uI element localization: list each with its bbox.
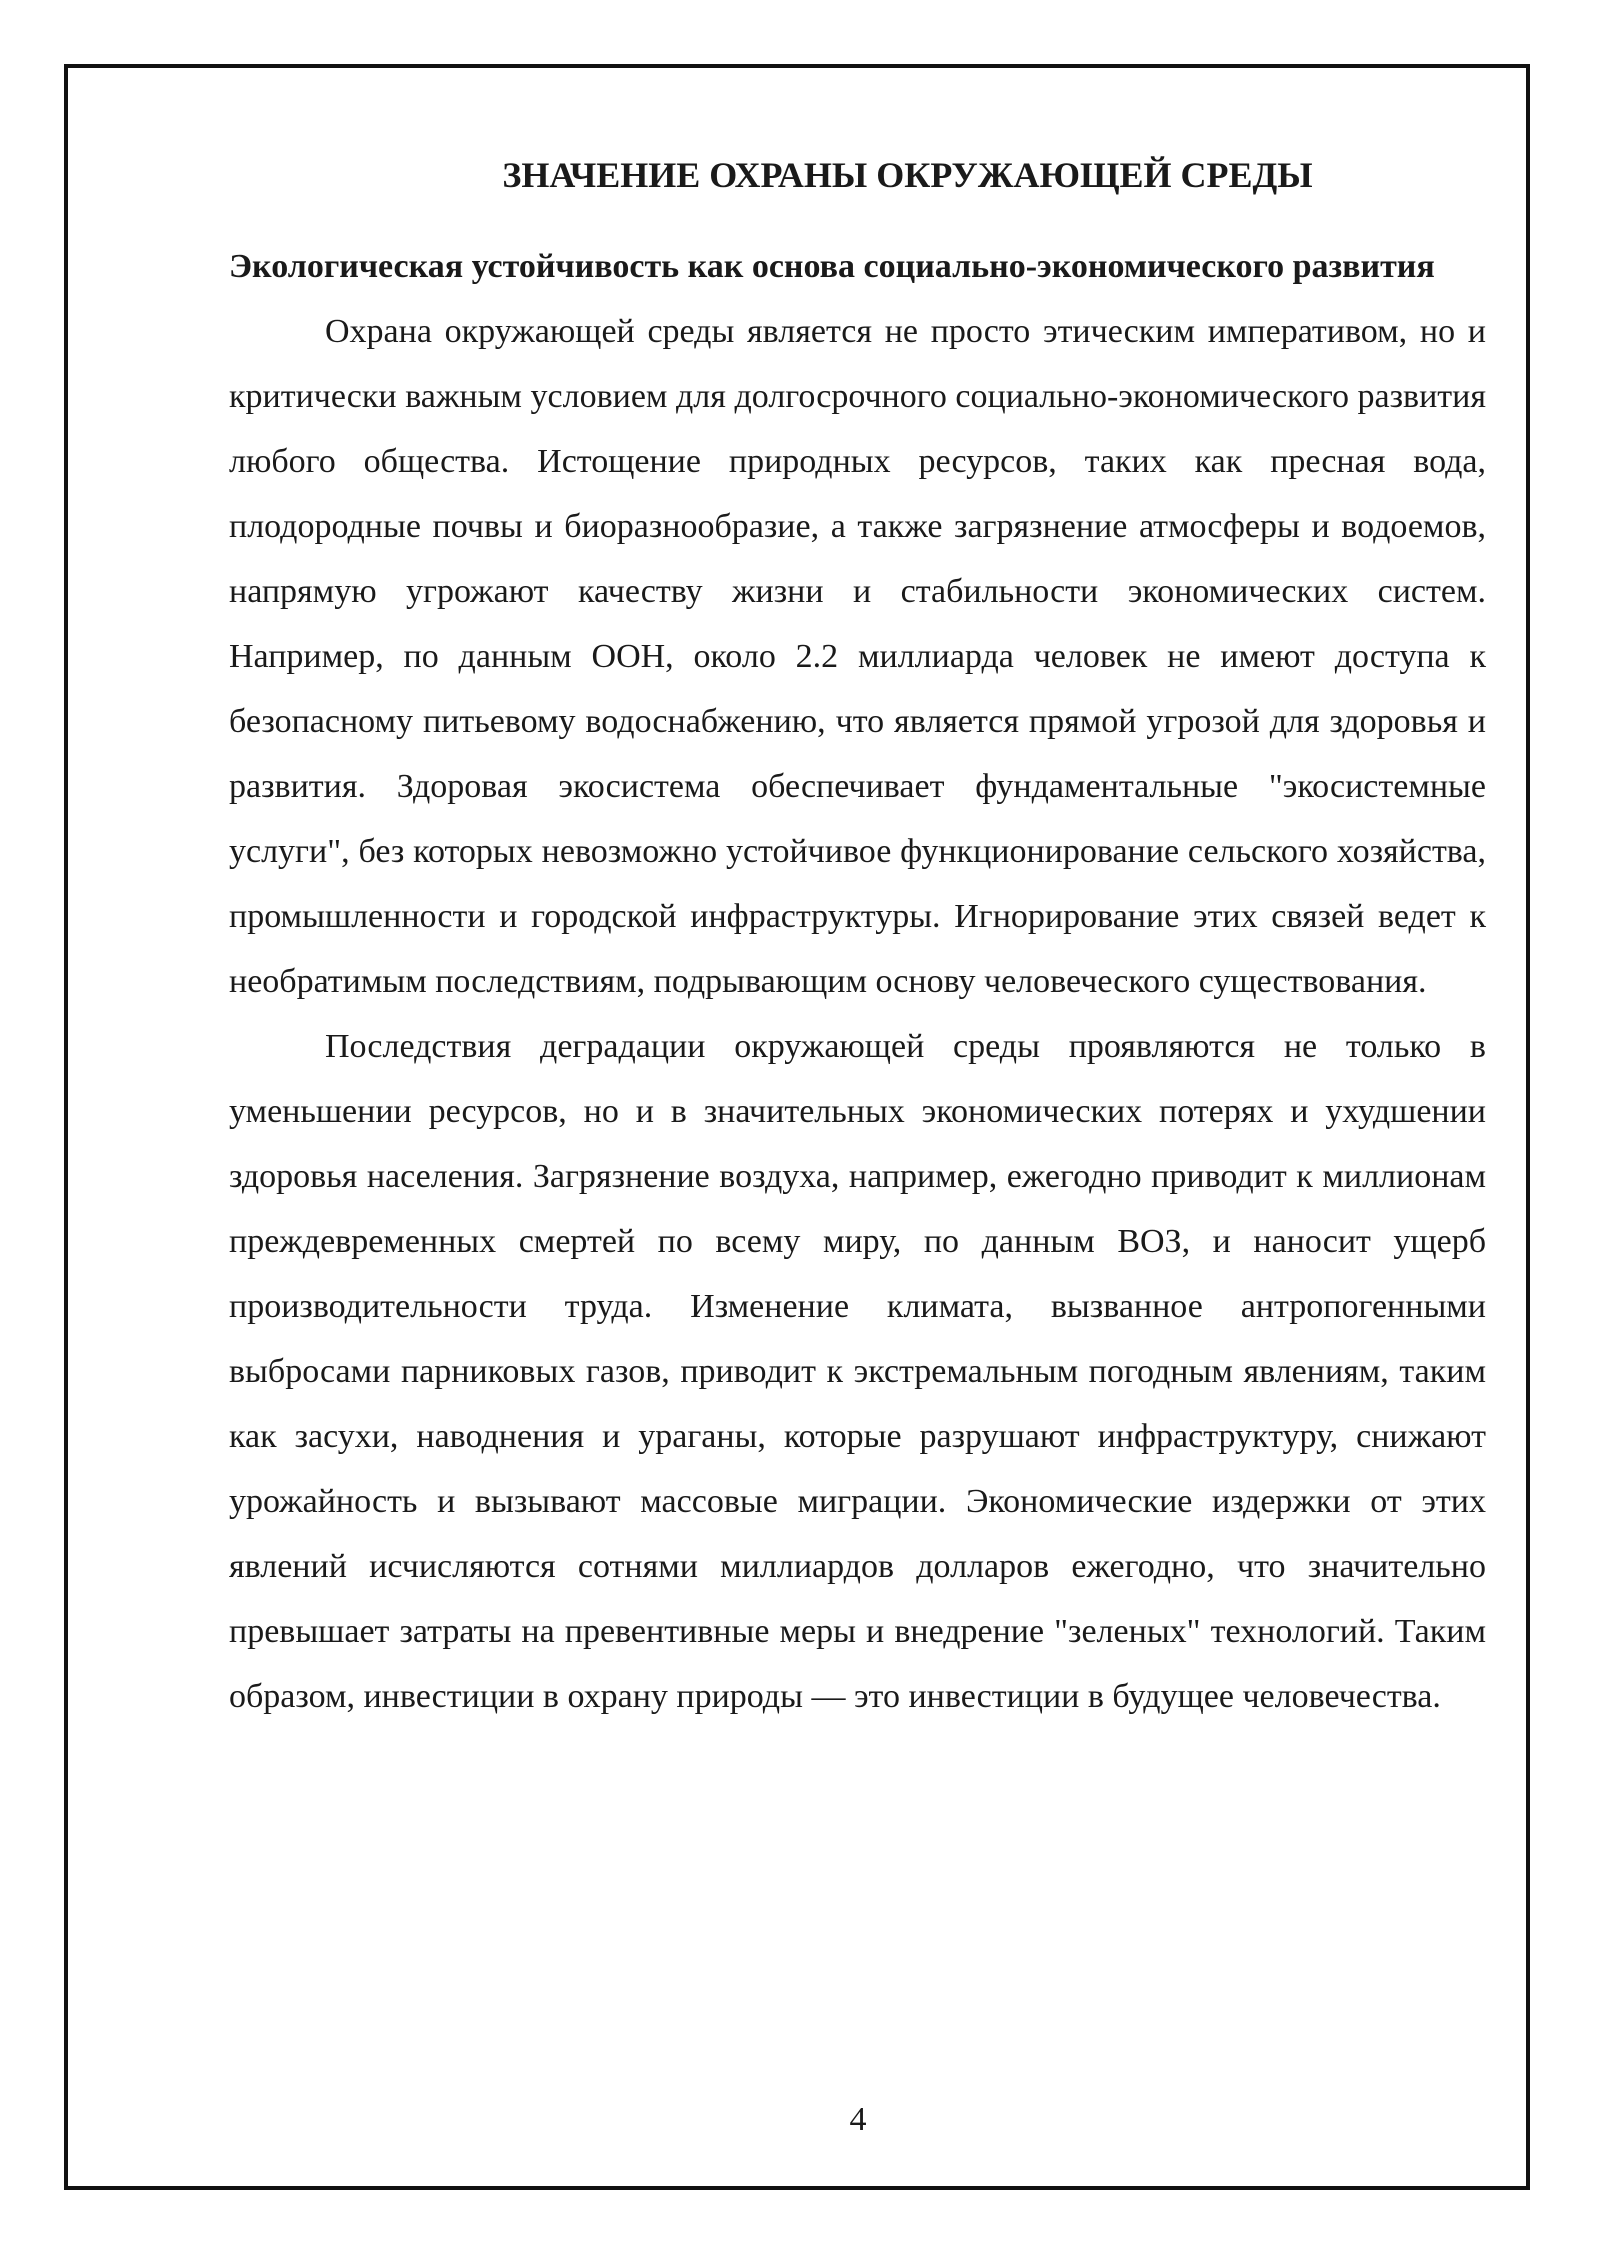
page-number: 4 xyxy=(849,2101,867,2138)
section-heading: Экологическая устойчивость как основа социально-экономического развития xyxy=(229,248,1435,285)
paragraph-1: Охрана окружающей среды является не просто этическим императивом, но и критически важным условием для долгосрочного социально-экономического развития любого общества. Истощение природных ресурсов, таких как пресная вода, плодородные почвы и биоразнообразие, а также загрязнение атмосферы и водоемов, напрямую угрожают качеству жизни и стабильности экономических систем. Например, по данным ООН, около 2.2 миллиарда человек не имеют доступа к безопасному питьевому водоснабжению, что является прямой угрозой для здоровья и развития. Здоровая экосистема обеспечивает фундаментальные "экосистемные услуги", без которых невозможно устойчивое функционирование сельского хозяйства, промышленности и городской инфраструктуры. Игнорирование этих связей ведет к необратимым последствиям, подрывающим основу человеческого существования. xyxy=(229,313,1486,1000)
document-body xyxy=(229,150,1486,1729)
paragraph-2: Последствия деградации окружающей среды проявляются не только в уменьшении ресурсов, но и в значительных экономических потерях и ухудшении здоровья населения. Загрязнение воздуха, например, ежегодно приводит к миллионам преждевременных смертей по всему миру, по данным ВОЗ, и наносит ущерб производительности труда. Изменение климата, вызванное антропогенными выбросами парниковых газов, приводит к экстремальным погодным явлениям, таким как засухи, наводнения и ураганы, которые разрушают инфраструктуру, снижают урожайность и вызывают массовые миграции. Экономические издержки от этих явлений исчисляются сотнями миллиардов долларов ежегодно, что значительно превышает затраты на превентивные меры и внедрение "зеленых" технологий. Таким образом, инвестиции в охрану природы — это инвестиции в будущее человечества. xyxy=(229,1028,1486,1715)
document-title: ЗНАЧЕНИЕ ОХРАНЫ ОКРУЖАЮЩЕЙ СРЕДЫ xyxy=(502,155,1313,195)
